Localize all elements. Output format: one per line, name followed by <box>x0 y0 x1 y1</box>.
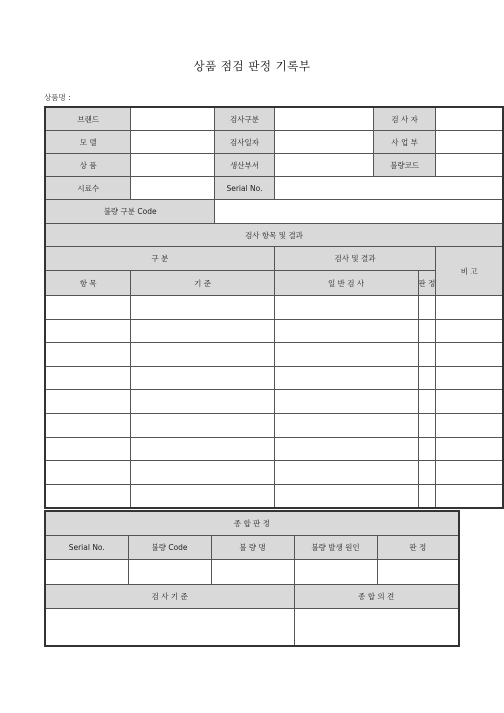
overall-defect-cause-cell[interactable] <box>294 560 377 585</box>
overall-judgement-header: 판 정 <box>377 536 459 560</box>
standard-cell[interactable] <box>131 366 274 390</box>
standard-cell[interactable] <box>131 390 274 414</box>
standard-cell[interactable] <box>131 437 274 461</box>
inspection-criteria-header: 검 사 기 준 <box>45 585 294 609</box>
general-inspection-cell[interactable] <box>274 461 418 485</box>
standard-cell[interactable] <box>131 413 274 437</box>
inspection-table <box>44 106 504 509</box>
general-inspection-cell[interactable] <box>274 296 418 320</box>
judgement-cell[interactable] <box>418 296 436 320</box>
defect-type-code-field[interactable] <box>215 200 503 224</box>
overall-judgement-cell[interactable] <box>377 560 459 585</box>
judgement-cell[interactable] <box>418 461 436 485</box>
inspector-label: 검 사 자 <box>373 107 436 131</box>
product-label: 상 품 <box>45 154 131 177</box>
sample-qty-field[interactable] <box>131 177 215 200</box>
judgement-cell[interactable] <box>418 343 436 367</box>
general-inspection-cell[interactable] <box>274 437 418 461</box>
overall-defect-cause-header: 불량 발생 원인 <box>294 536 377 560</box>
table-row <box>45 366 503 390</box>
remarks-cell[interactable] <box>436 343 503 367</box>
table-row <box>45 461 503 485</box>
item-cell[interactable] <box>45 296 131 320</box>
remarks-cell[interactable] <box>436 437 503 461</box>
general-inspection-cell[interactable] <box>274 319 418 343</box>
judgement-cell[interactable] <box>418 390 436 414</box>
item-cell[interactable] <box>45 366 131 390</box>
judgement-cell[interactable] <box>418 437 436 461</box>
product-name-label: 상품명 : <box>44 93 71 102</box>
inspection-type-field[interactable] <box>274 107 373 131</box>
defect-type-code-label: 불량 구분 Code <box>45 200 215 224</box>
overall-defect-code-header: 불량 Code <box>128 536 211 560</box>
results-section-title: 검사 항목 및 결과 <box>45 224 503 247</box>
judgement-cell[interactable] <box>418 319 436 343</box>
overall-opinion-header: 종 합 의 견 <box>294 585 459 609</box>
model-field[interactable] <box>131 131 215 154</box>
inspection-date-label: 검사일자 <box>215 131 274 154</box>
model-label: 모 델 <box>45 131 131 154</box>
standard-cell[interactable] <box>131 343 274 367</box>
standard-cell[interactable] <box>131 461 274 485</box>
general-inspection-header: 일 반 검 사 <box>274 271 418 296</box>
item-cell[interactable] <box>45 343 131 367</box>
remarks-cell[interactable] <box>436 319 503 343</box>
item-cell[interactable] <box>45 390 131 414</box>
table-row <box>45 343 503 367</box>
defect-code-label: 불량코드 <box>373 154 436 177</box>
item-cell[interactable] <box>45 319 131 343</box>
overall-serial-no-header: Serial No. <box>45 536 128 560</box>
judgement-header: 판 정 <box>418 271 436 296</box>
serial-no-label: Serial No. <box>215 177 274 200</box>
judgement-cell[interactable] <box>418 366 436 390</box>
table-row <box>45 296 503 320</box>
inspection-results-header: 검사 및 결과 <box>274 247 436 271</box>
overall-opinion-field[interactable] <box>294 609 459 647</box>
overall-judgement-title: 종 합 판 정 <box>45 511 459 536</box>
remarks-cell[interactable] <box>436 366 503 390</box>
general-inspection-cell[interactable] <box>274 390 418 414</box>
overall-defect-name-cell[interactable] <box>211 560 294 585</box>
business-unit-label: 사 업 부 <box>373 131 436 154</box>
sample-qty-label: 시료수 <box>45 177 131 200</box>
table-row <box>45 484 503 508</box>
inspector-field[interactable] <box>436 107 503 131</box>
judgement-cell[interactable] <box>418 413 436 437</box>
general-inspection-cell[interactable] <box>274 413 418 437</box>
category-header: 구 분 <box>45 247 274 271</box>
product-field[interactable] <box>131 154 215 177</box>
page-title: 상품 점검 판정 기록부 <box>193 59 311 73</box>
remarks-cell[interactable] <box>436 413 503 437</box>
item-cell[interactable] <box>45 461 131 485</box>
remarks-cell[interactable] <box>436 296 503 320</box>
item-cell[interactable] <box>45 437 131 461</box>
table-row <box>45 413 503 437</box>
remarks-cell[interactable] <box>436 461 503 485</box>
judgement-cell[interactable] <box>418 484 436 508</box>
brand-label: 브랜드 <box>45 107 131 131</box>
standard-cell[interactable] <box>131 484 274 508</box>
general-inspection-cell[interactable] <box>274 366 418 390</box>
general-inspection-cell[interactable] <box>274 484 418 508</box>
overall-serial-no-cell[interactable] <box>45 560 128 585</box>
inspection-date-field[interactable] <box>274 131 373 154</box>
item-cell[interactable] <box>45 413 131 437</box>
standard-cell[interactable] <box>131 296 274 320</box>
standard-header: 기 준 <box>131 271 274 296</box>
table-row <box>45 390 503 414</box>
brand-field[interactable] <box>131 107 215 131</box>
remarks-header: 비 고 <box>436 247 503 296</box>
item-header: 항 목 <box>45 271 131 296</box>
inspection-criteria-field[interactable] <box>45 609 294 647</box>
remarks-cell[interactable] <box>436 484 503 508</box>
standard-cell[interactable] <box>131 319 274 343</box>
table-row <box>45 319 503 343</box>
item-cell[interactable] <box>45 484 131 508</box>
production-dept-label: 생산부서 <box>215 154 274 177</box>
overall-defect-code-cell[interactable] <box>128 560 211 585</box>
inspection-type-label: 검사구분 <box>215 107 274 131</box>
table-row <box>45 437 503 461</box>
overall-judgement-table <box>44 510 460 647</box>
production-dept-field[interactable] <box>274 154 373 177</box>
defect-code-field[interactable] <box>436 154 503 177</box>
business-unit-field[interactable] <box>436 131 503 154</box>
remarks-cell[interactable] <box>436 390 503 414</box>
general-inspection-cell[interactable] <box>274 343 418 367</box>
serial-no-field[interactable] <box>274 177 503 200</box>
overall-defect-name-header: 불 량 명 <box>211 536 294 560</box>
